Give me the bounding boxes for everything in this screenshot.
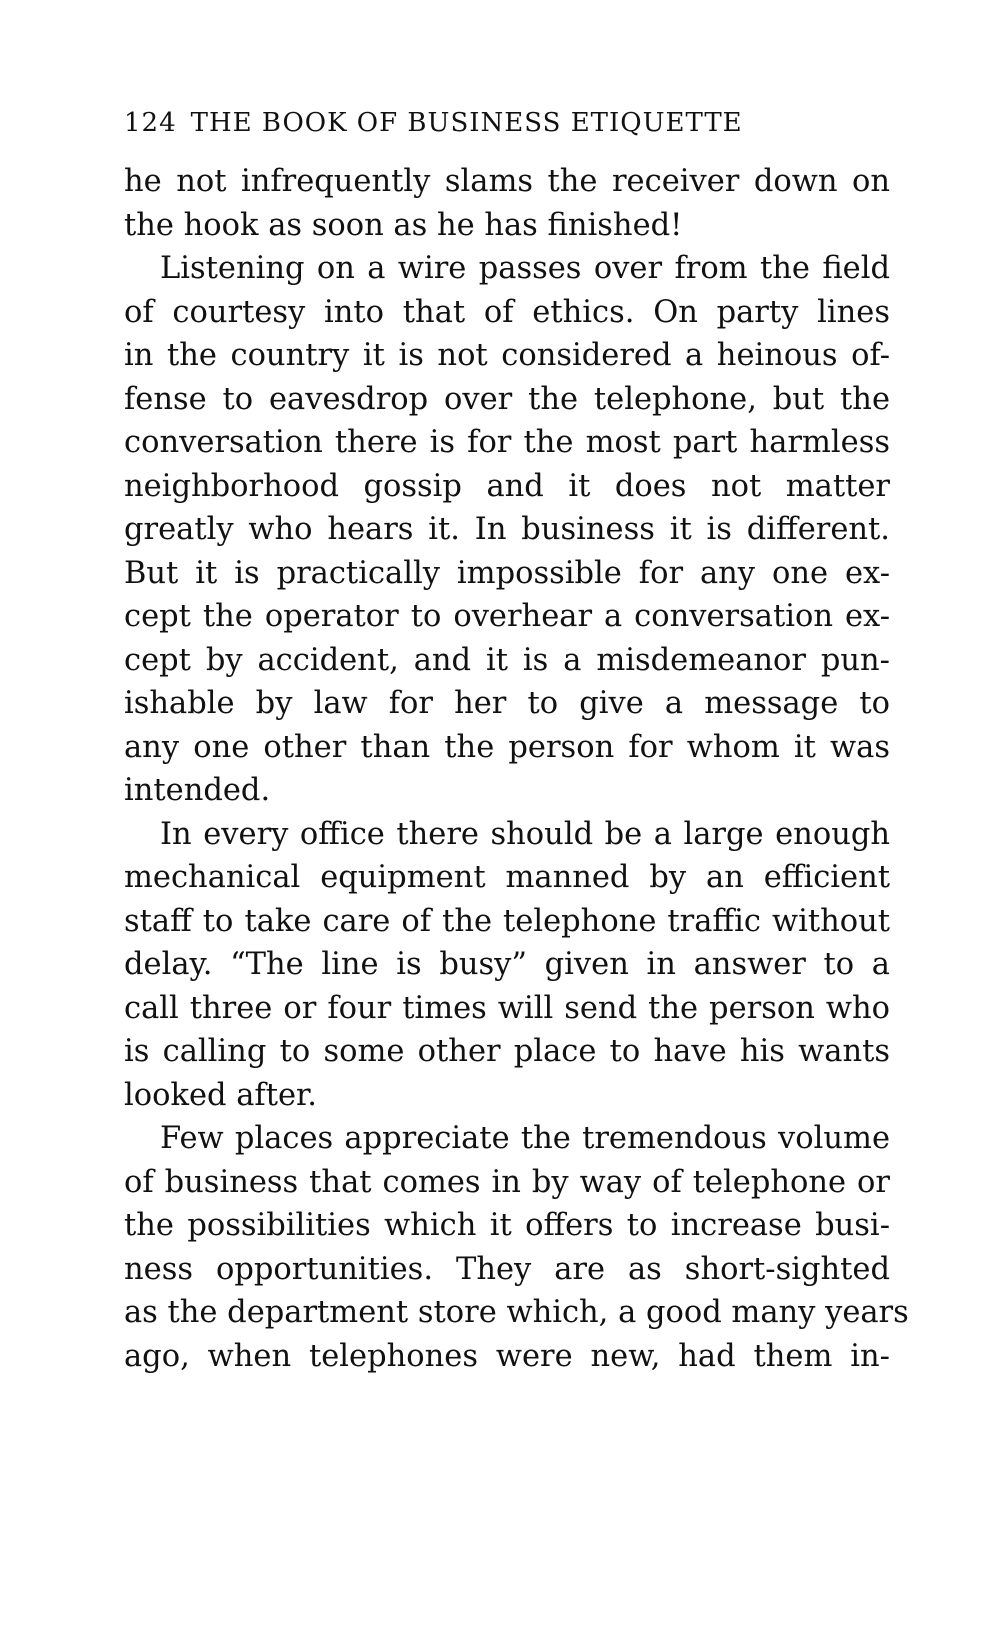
text-line: cept by accident, and it is a misdemeanor pun- [124, 642, 890, 678]
text-line: ago, when telephones were new, had them in- [124, 1338, 890, 1374]
text-line: ness opportunities. They are as short-sighted [124, 1251, 890, 1287]
text-line: fense to eavesdrop over the telephone, but the [124, 381, 890, 417]
text-line: the hook as soon as he has finished! [124, 207, 683, 243]
text-line: the possibilities which it offers to increase busi- [124, 1208, 890, 1243]
text-line: of business that comes in by way of telephone or [124, 1164, 890, 1200]
paragraph-1 [124, 160, 890, 247]
paragraph-3 [124, 813, 890, 1118]
text-line: looked after. [124, 1077, 317, 1113]
paragraph-2 [124, 247, 890, 813]
text-line: call three or four times will send the person who [124, 990, 890, 1026]
text-line: any one other than the person for whom it was [124, 729, 890, 765]
text-line: Few places appreciate the tremendous volume [160, 1121, 890, 1156]
text-line: greatly who hears it. In business it is different. [124, 512, 890, 547]
text-line: Listening on a wire passes over from the field [160, 251, 890, 286]
text-line: is calling to some other place to have his wants [124, 1034, 890, 1069]
text-line: of courtesy into that of ethics. On party lines [124, 294, 890, 330]
running-title: THE BOOK OF BUSINESS ETIQUETTE [190, 108, 743, 138]
text-line: he not infrequently slams the receiver down on [124, 164, 890, 199]
text-line: in the country it is not considered a heinous of- [124, 338, 890, 373]
text-line: staff to take care of the telephone traffic without [124, 903, 890, 939]
text-line: ishable by law for her to give a message to [124, 686, 890, 721]
text-line: delay. “The line is busy” given in answer to a [124, 947, 890, 982]
text-line: conversation there is for the most part harmless [124, 425, 890, 460]
page-number: 124 [124, 108, 177, 138]
running-header [124, 108, 743, 138]
text-line: But it is practically impossible for any one ex- [124, 555, 890, 591]
text-line: cept the operator to overhear a conversation ex- [124, 599, 890, 634]
text-line: mechanical equipment manned by an efficient [124, 860, 890, 895]
body-text [124, 160, 909, 1378]
text-line: intended. [124, 773, 271, 808]
text-line: as the department store which, a good many years [124, 1295, 909, 1330]
text-line: neighborhood gossip and it does not matter [124, 468, 890, 504]
text-line: In every office there should be a large enough [160, 816, 890, 852]
paragraph-4 [124, 1117, 909, 1378]
